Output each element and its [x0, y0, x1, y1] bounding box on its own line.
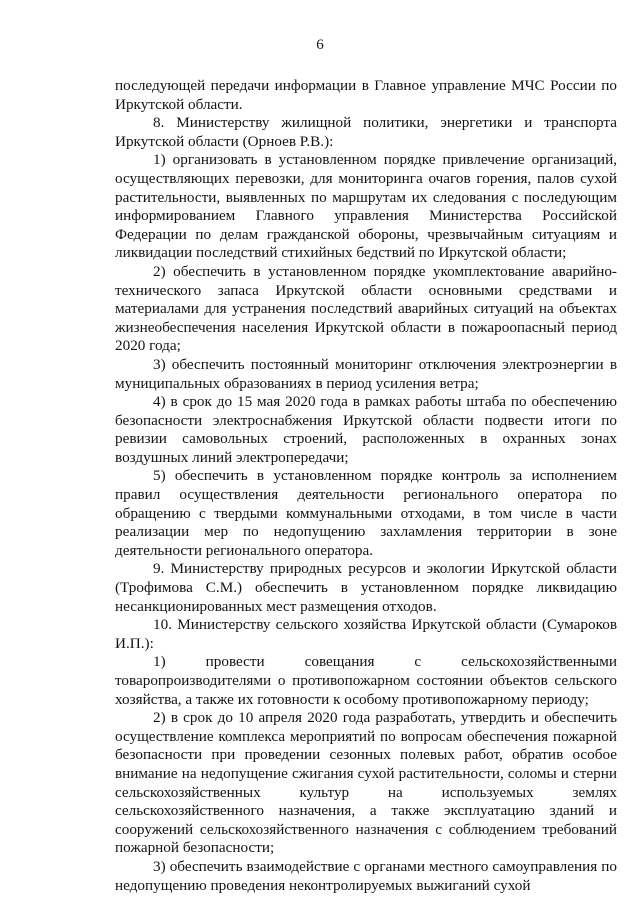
paragraph-item-8-2: 2) обеспечить в установленном порядке укомплектование аварийно-технического запаса Иркутской области основными средствами и материалами для устранения последствий аварийных ситуаций на объектах жизнеобеспечения населения Иркутской области в пожароопасный период 2020 года; — [115, 262, 617, 355]
paragraph-item-10-1: 1) провести совещания с сельскохозяйственными товаропроизводителями о противопожарном состоянии объектов сельского хозяйства, а также их готовности к особому противопожарному периоду; — [115, 653, 617, 708]
paragraph-item-8-5: 5) обеспечить в установленном порядке контроль за исполнением правил осуществления деятельности регионального оператора по обращению с твердыми коммунальными отходами, в том числе в части реализации мер по недопущению захламления территории в зоне деятельности регионального оператора. — [115, 467, 617, 559]
paragraph-item-10: 10. Министерству сельского хозяйства Иркутской области (Сумароков И.П.): — [115, 616, 617, 652]
paragraph-item-9: 9. Министерству природных ресурсов и экологии Иркутской области (Трофимова С.М.) обеспечить в установленном порядке ликвидацию несанкционированных мест размещения отходов. — [115, 560, 617, 615]
document-body — [115, 77, 617, 895]
paragraph-item-8-1: 1) организовать в установленном порядке привлечение организаций, осуществляющих перевозки, для мониторинга очагов горения, палов сухой растительности, выявленных по маршрутам их следования с последующим информированием Главного управления Министерства Российской Федерации по делам гражданской обороны, чрезвычайным ситуациям и ликвидации последствий стихийных бедствий по Иркутской области; — [115, 151, 617, 262]
paragraph-item-8-4: 4) в срок до 15 мая 2020 года в рамках работы штаба по обеспечению безопасности электроснабжения Иркутской области подвести итоги по ревизии самовольных строений, расположенных в охранных зонах воздушных линий электропередачи; — [115, 393, 617, 466]
paragraph-item-8-3: 3) обеспечить постоянный мониторинг отключения электроэнергии в муниципальных образованиях в период усиления ветра; — [115, 355, 617, 392]
paragraph-continuation: последующей передачи информации в Главное управление МЧС России по Иркутской области. — [115, 77, 617, 113]
paragraph-item-10-3: 3) обеспечить взаимодействие с органами местного самоуправления по недопущению проведения неконтролируемых выжиганий сухой — [115, 857, 617, 894]
paragraph-item-8: 8. Министерству жилищной политики, энергетики и транспорта Иркутской области (Орноев Р.В.): — [115, 114, 617, 150]
page-number: 6 — [316, 37, 324, 53]
paragraph-item-10-2: 2) в срок до 10 апреля 2020 года разработать, утвердить и обеспечить осуществление комплекса мероприятий по вопросам обеспечения пожарной безопасности при проведении сезонных полевых работ, обратив особое внимание на недопущение сжигания сухой растительности, соломы и стерни сельскохозяйственных культур на используемых землях сельскохозяйственного назначения, а также эксплуатацию зданий и сооружений сельскохозяйственного назначения с соблюдением требований пожарной безопасности; — [115, 709, 617, 857]
